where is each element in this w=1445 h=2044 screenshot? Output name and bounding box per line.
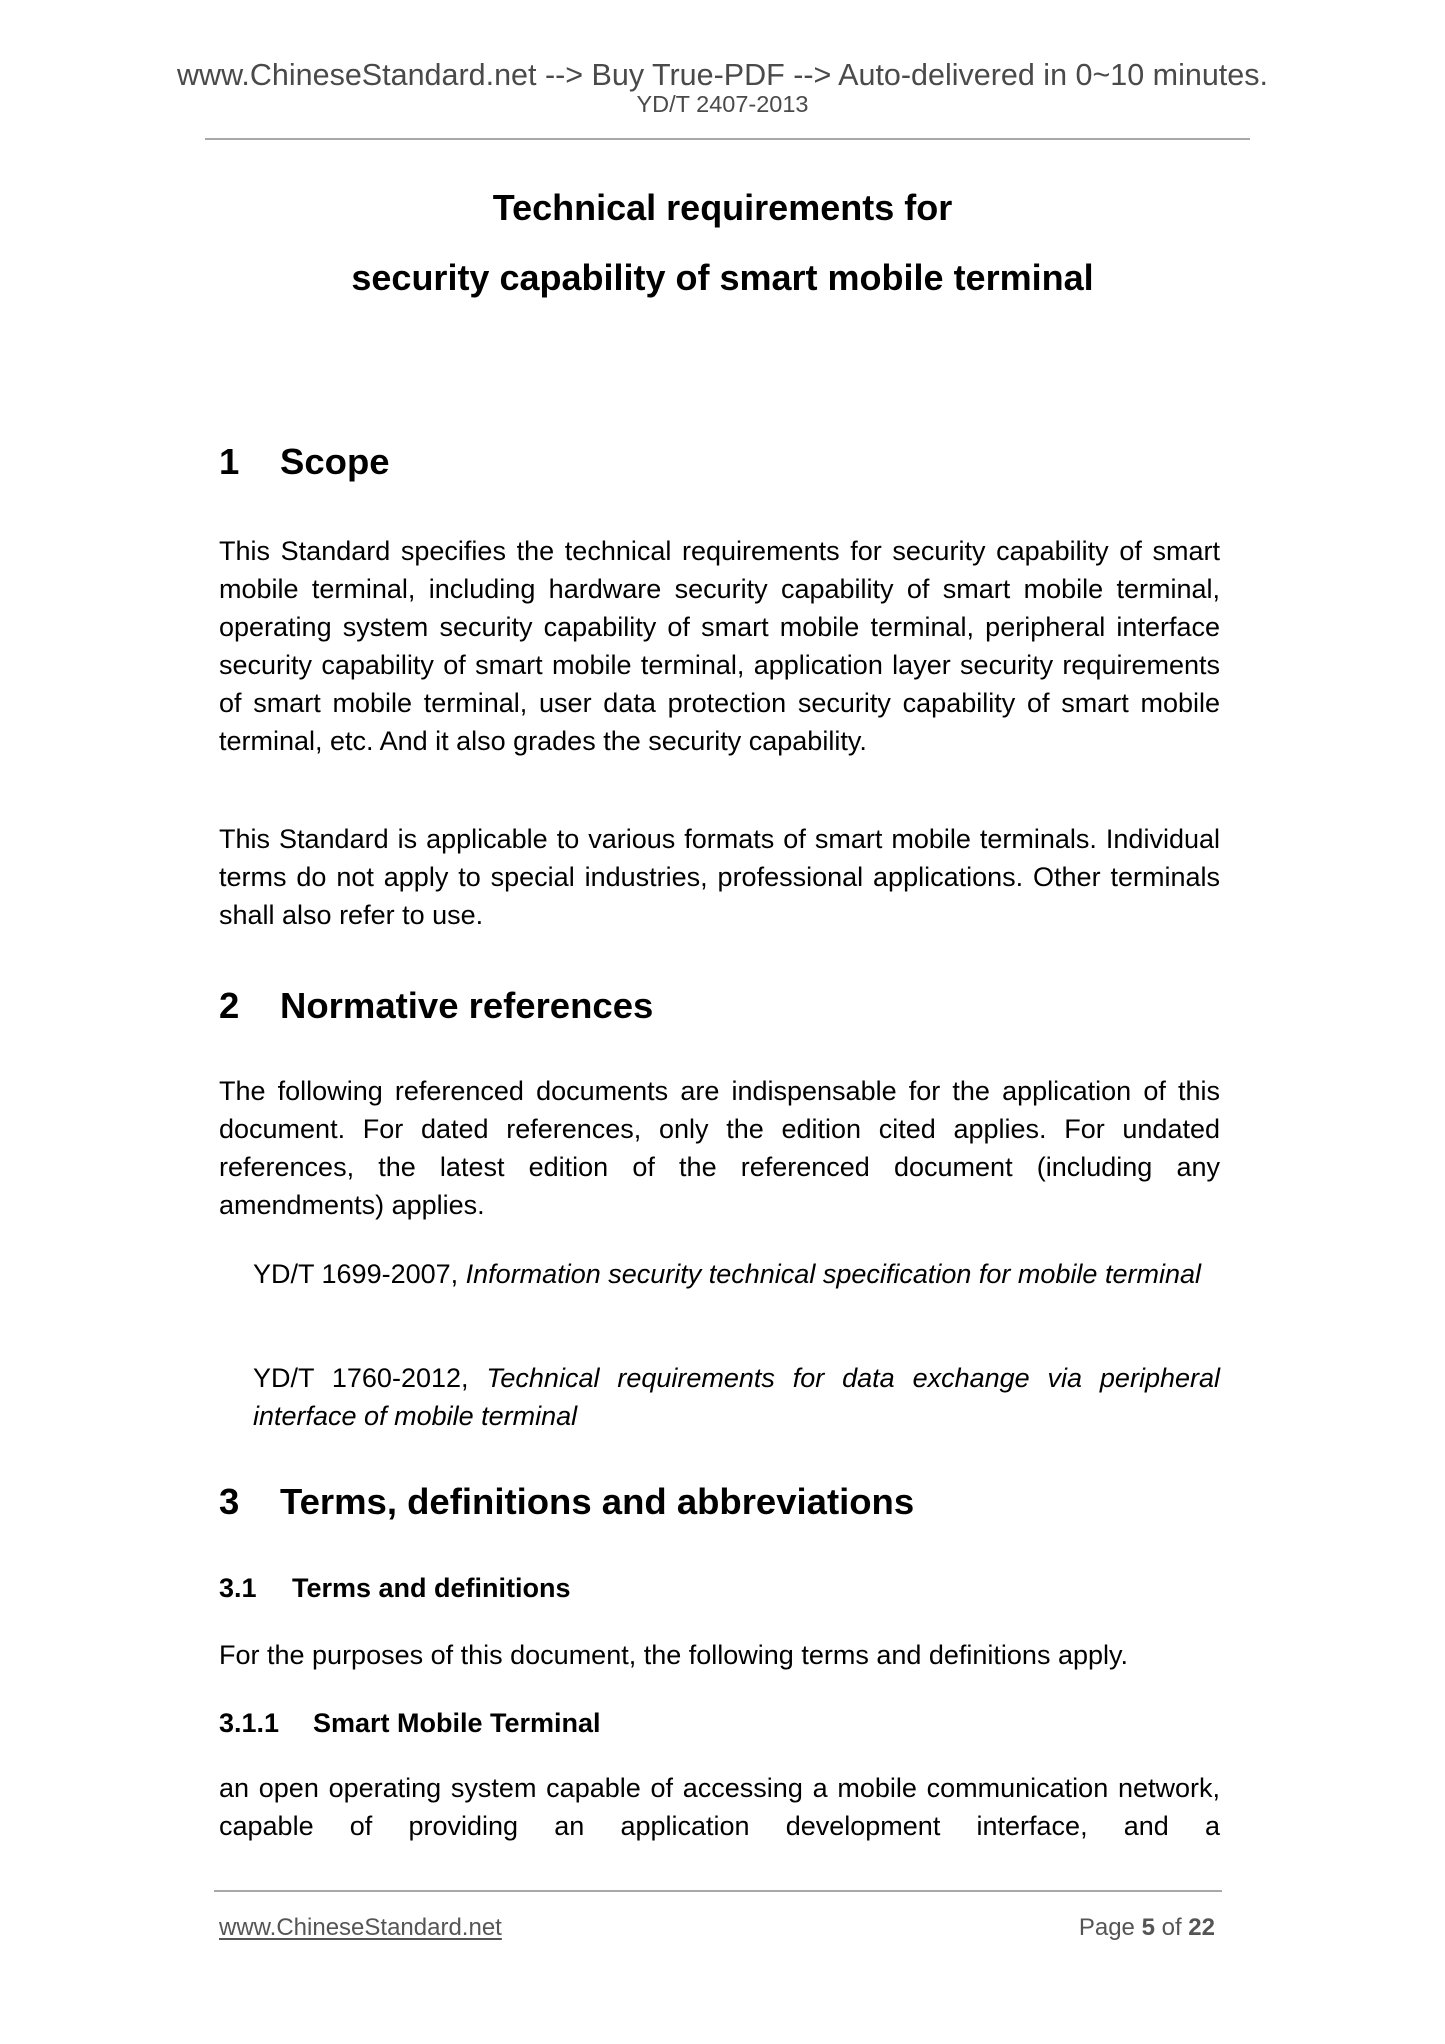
subsection-heading-terms-and-definitions — [219, 1571, 571, 1605]
terms-intro-paragraph: For the purposes of this document, the following terms and definitions apply. — [219, 1640, 1128, 1670]
section-title: Terms, definitions and abbreviations — [280, 1481, 915, 1522]
reference-item — [253, 1255, 1220, 1293]
section-heading-terms — [219, 1480, 914, 1524]
term-number: 3.1.1 — [219, 1708, 280, 1738]
header-divider — [205, 138, 1250, 140]
section-title: Normative references — [280, 985, 654, 1026]
page-label: Page — [1078, 1914, 1135, 1941]
term-definition: an open operating system capable of accessing a mobile communication network, capable of providing an application development interface, and a — [219, 1773, 1220, 1841]
reference-title: Information security technical specification for mobile terminal — [465, 1259, 1201, 1289]
reference-code: YD/T 1699-2007, — [253, 1259, 459, 1289]
page-current: 5 — [1141, 1914, 1155, 1941]
document-id: YD/T 2407-2013 — [636, 91, 809, 117]
document-title-line-2: security capability of smart mobile terminal — [351, 257, 1094, 298]
promo-banner: www.ChineseStandard.net --> Buy True-PDF --> Auto-delivered in 0~10 minutes. — [177, 58, 1268, 92]
section-number: 2 — [219, 985, 240, 1026]
term-heading-smart-mobile-terminal — [219, 1706, 601, 1740]
page-indicator — [1079, 1913, 1215, 1943]
reference-code: YD/T 1760-2012, — [253, 1363, 469, 1393]
term-title: Smart Mobile Terminal — [313, 1708, 601, 1738]
section-number: 3 — [219, 1481, 240, 1522]
section-heading-normative-references — [219, 984, 653, 1028]
document-title-line-1: Technical requirements for — [492, 187, 953, 228]
reference-title: Technical requirements for data exchange via peripheral interface of mobile terminal — [253, 1363, 1220, 1431]
subsection-title: Terms and definitions — [292, 1573, 571, 1603]
footer-divider — [214, 1890, 1222, 1892]
scope-paragraph-1: This Standard specifies the technical requirements for security capability of smart mobile terminal, including hardware security capability of smart mobile terminal, operating system security capability of smart mobile terminal, peripheral interface security capability of smart mobile terminal, application layer security requirements of smart mobile terminal, user data protection security capability of smart mobile terminal, etc. And it also grades the security capability. — [219, 536, 1220, 756]
normative-intro-paragraph: The following referenced documents are indispensable for the application of this document. For dated references, only the edition cited applies. For undated references, the latest edition of the referenced document (including any amendments) applies. — [219, 1076, 1220, 1220]
page-total: 22 — [1188, 1914, 1215, 1941]
footer-website-link[interactable]: www.ChineseStandard.net — [219, 1914, 502, 1941]
page-of-label: of — [1161, 1914, 1182, 1941]
section-title: Scope — [280, 441, 390, 482]
reference-item — [253, 1359, 1220, 1435]
section-number: 1 — [219, 441, 240, 482]
section-heading-scope — [219, 440, 390, 484]
scope-paragraph-2: This Standard is applicable to various formats of smart mobile terminals. Individual terms do not apply to special industries, professional applications. Other terminals shall also refer to use. — [219, 824, 1220, 930]
subsection-number: 3.1 — [219, 1573, 257, 1603]
